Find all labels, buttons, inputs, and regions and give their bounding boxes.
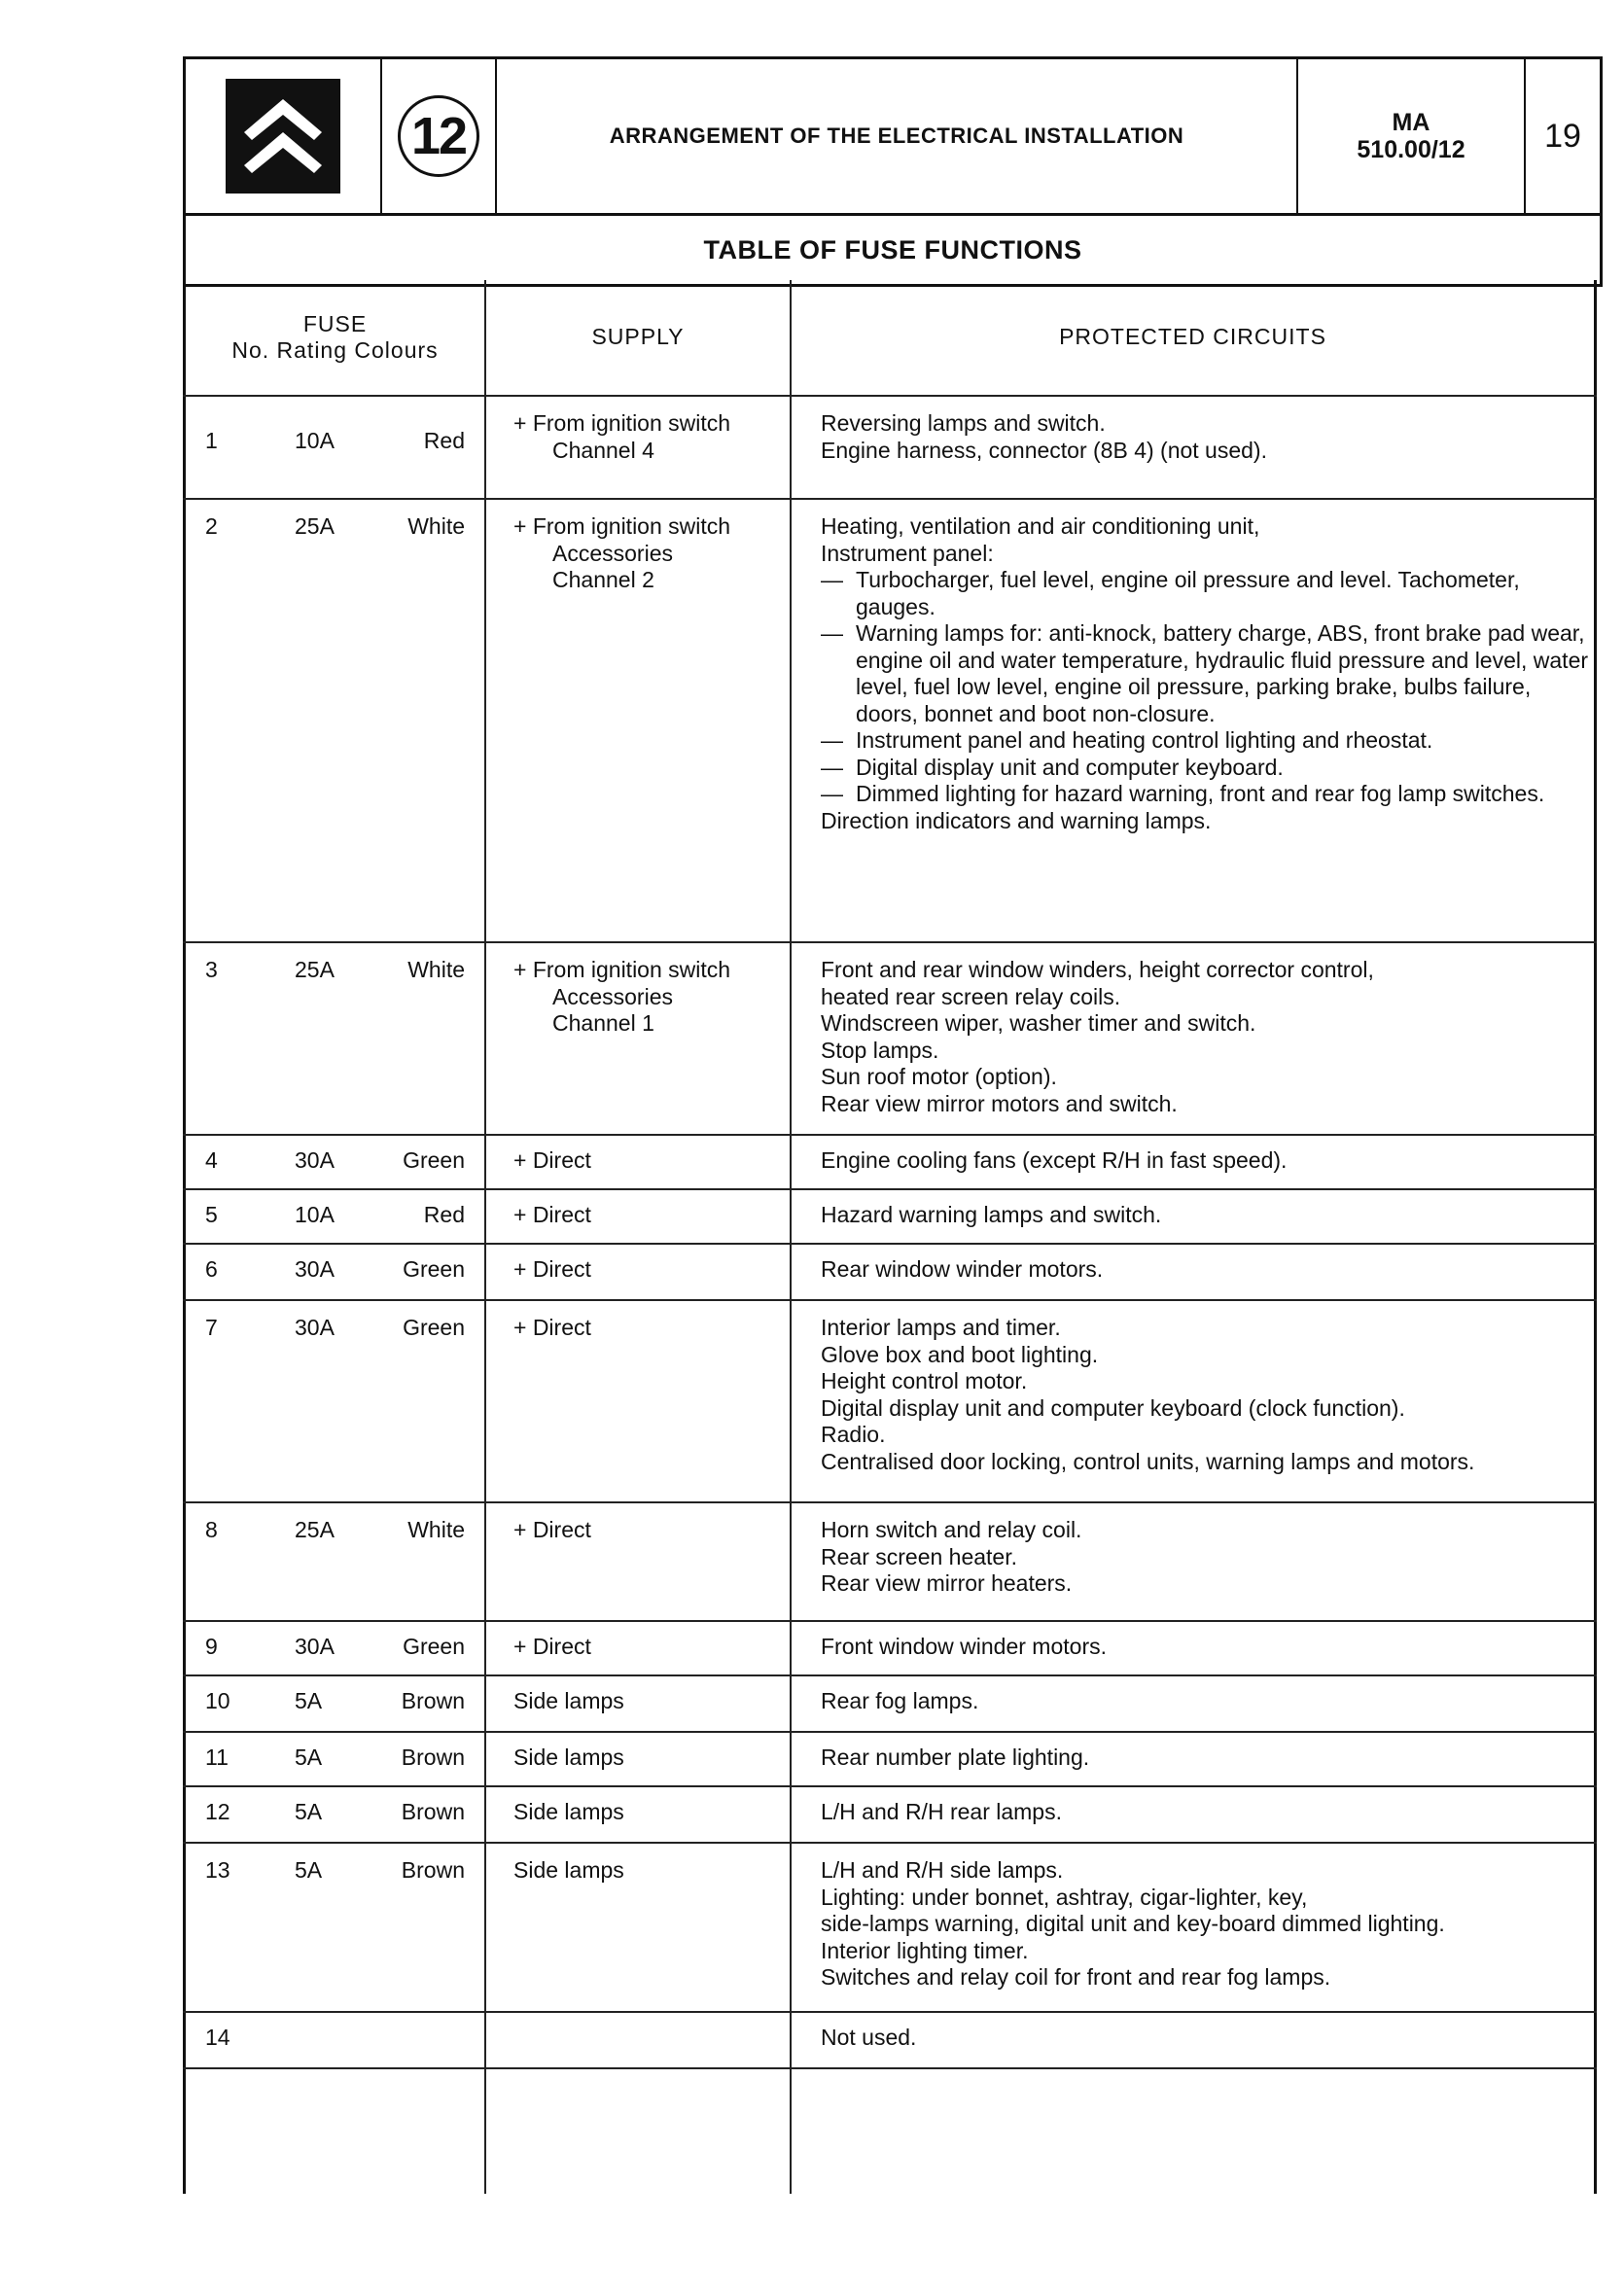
fuse-colour: Green — [403, 1147, 465, 1173]
circuit-sub-item: — Instrument panel and heating control lighting and rheostat. — [821, 727, 1594, 755]
supply-line: Side lamps — [513, 1799, 624, 1824]
protected-circuits-cell — [790, 500, 1597, 941]
protected-circuits-cell — [790, 1136, 1597, 1188]
circuit-item: Rear view mirror heaters. — [821, 1570, 1073, 1596]
circuit-item: Reversing lamps and switch. — [821, 410, 1106, 436]
supply-cell — [484, 1245, 790, 1299]
fuse-rating: 5A — [295, 1857, 323, 1883]
fuse-cell — [183, 1301, 484, 1501]
fuse-colour: White — [407, 1517, 465, 1542]
fuse-cell — [183, 1190, 484, 1243]
fuse-rating: 30A — [295, 1315, 335, 1340]
supply-cell — [484, 1136, 790, 1188]
circuit-item: Front window winder motors. — [821, 1634, 1107, 1659]
fuse-rating: 25A — [295, 513, 335, 539]
fuse-number: 4 — [205, 1147, 218, 1173]
protected-circuits-cell — [790, 1676, 1597, 1731]
citroen-logo — [226, 79, 340, 194]
table-row — [183, 1190, 1597, 1245]
circuit-item: Interior lamps and timer. — [821, 1315, 1061, 1340]
fuse-number: 7 — [205, 1315, 218, 1340]
supply-cell — [484, 2013, 790, 2067]
document-code — [1298, 59, 1526, 213]
fuse-number: 5 — [205, 1202, 218, 1227]
fuse-cell — [183, 1136, 484, 1188]
circuit-item: Not used. — [821, 2025, 917, 2050]
circuit-item: Interior lighting timer. — [821, 1937, 1029, 1963]
fuse-cell — [183, 1245, 484, 1299]
fuse-colour: Red — [423, 428, 465, 453]
table-title: TABLE OF FUSE FUNCTIONS — [186, 216, 1600, 287]
supply-line: + Direct — [513, 1634, 591, 1659]
table-row — [183, 1844, 1597, 2013]
fuse-header-line-1: FUSE — [302, 310, 368, 336]
table-row — [183, 943, 1597, 1136]
supply-line: Accessories — [552, 540, 673, 566]
supply-line: + From ignition switch — [513, 957, 731, 982]
supply-cell — [484, 943, 790, 1134]
table-row — [183, 1245, 1597, 1301]
protected-column-header: PROTECTED CIRCUITS — [790, 280, 1597, 395]
fuse-colour: Brown — [401, 1745, 465, 1770]
fuse-number: 9 — [205, 1634, 218, 1659]
fuse-cell — [183, 1787, 484, 1842]
fuse-cell — [183, 943, 484, 1134]
fuse-cell — [183, 1733, 484, 1785]
circuit-item: L/H and R/H rear lamps. — [821, 1799, 1062, 1824]
empty-cell — [183, 2069, 484, 2194]
table-row — [183, 1787, 1597, 1844]
circuit-item: Windscreen wiper, washer timer and switch. — [821, 1010, 1256, 1036]
fuse-cell — [183, 1622, 484, 1674]
fuse-cell — [183, 2013, 484, 2067]
fuse-column-header — [183, 280, 484, 395]
page-number: 19 — [1544, 117, 1581, 155]
fuse-colour: Green — [403, 1315, 465, 1340]
supply-cell — [484, 1190, 790, 1243]
supply-cell — [484, 1733, 790, 1785]
table-row — [183, 1136, 1597, 1190]
fuse-colour: Red — [423, 1202, 465, 1227]
circuit-item: Rear fog lamps. — [821, 1688, 979, 1713]
circuit-item: Hazard warning lamps and switch. — [821, 1202, 1162, 1227]
circuit-item: Engine harness, connector (8B 4) (not used). — [821, 437, 1267, 463]
circuit-item: Horn switch and relay coil. — [821, 1517, 1082, 1542]
circuit-item: Engine cooling fans (except R/H in fast speed). — [821, 1147, 1288, 1173]
fuse-colour: White — [407, 513, 465, 539]
fuse-cell — [183, 1676, 484, 1731]
supply-column-header: SUPPLY — [484, 280, 790, 395]
protected-circuits-cell — [790, 2013, 1597, 2067]
table-row — [183, 397, 1597, 500]
circuit-item: Radio. — [821, 1422, 886, 1447]
circuit-sub-item: — Turbocharger, fuel level, engine oil pressure and level. Tachometer, gauges. — [821, 567, 1594, 620]
code-line-2: 510.00/12 — [1357, 136, 1465, 163]
supply-cell — [484, 1844, 790, 2011]
supply-cell — [484, 1787, 790, 1842]
section-badge-cell — [382, 59, 497, 213]
circuit-item: Rear number plate lighting. — [821, 1745, 1090, 1770]
fuse-cell — [183, 1503, 484, 1620]
page-header — [186, 59, 1600, 216]
circuit-item: L/H and R/H side lamps. — [821, 1857, 1064, 1883]
fuse-rating: 30A — [295, 1256, 335, 1282]
fuse-rating: 10A — [295, 1202, 335, 1227]
protected-circuits-cell — [790, 1190, 1597, 1243]
fuse-colour: Brown — [401, 1688, 465, 1713]
protected-circuits-cell — [790, 1301, 1597, 1501]
fuse-number: 2 — [205, 513, 218, 539]
circuit-item: Direction indicators and warning lamps. — [821, 807, 1212, 833]
circuit-item: Instrument panel: — [821, 540, 994, 566]
supply-line: + Direct — [513, 1315, 591, 1340]
fuse-table — [183, 280, 1597, 2194]
circuit-item: Glove box and boot lighting. — [821, 1341, 1099, 1367]
fuse-rating: 25A — [295, 1517, 335, 1542]
supply-line: Side lamps — [513, 1745, 624, 1770]
code-line-1: MA — [1392, 109, 1430, 136]
fuse-rating: 10A — [295, 428, 335, 453]
logo-cell — [186, 59, 382, 213]
table-row — [183, 1301, 1597, 1503]
supply-line: Side lamps — [513, 1857, 624, 1883]
table-row — [183, 1503, 1597, 1622]
supply-line: Side lamps — [513, 1688, 624, 1713]
supply-line: Channel 1 — [552, 1010, 654, 1036]
fuse-colour: Green — [403, 1634, 465, 1659]
fuse-rating: 5A — [295, 1688, 323, 1713]
table-body — [183, 397, 1597, 2069]
circuit-item: Rear view mirror motors and switch. — [821, 1090, 1178, 1116]
fuse-header-line-2: No. Rating Colours — [231, 337, 439, 363]
empty-row — [183, 2069, 1597, 2194]
supply-cell — [484, 1676, 790, 1731]
supply-line: + From ignition switch — [513, 513, 731, 539]
circuit-item: Heating, ventilation and air conditioning unit, — [821, 513, 1260, 539]
fuse-rating: 5A — [295, 1745, 323, 1770]
fuse-rating: 25A — [295, 957, 335, 982]
section-badge: 12 — [398, 95, 479, 177]
circuit-item: Sun roof motor (option). — [821, 1064, 1057, 1089]
fuse-number: 12 — [205, 1799, 230, 1824]
protected-circuits-cell — [790, 1622, 1597, 1674]
protected-circuits-cell — [790, 1787, 1597, 1842]
circuit-item: heated rear screen relay coils. — [821, 983, 1121, 1009]
fuse-cell — [183, 1844, 484, 2011]
circuit-sub-item: — Dimmed lighting for hazard warning, front and rear fog lamp switches. — [821, 781, 1594, 808]
fuse-number: 10 — [205, 1688, 230, 1713]
circuit-item: Front and rear window winders, height corrector control, — [821, 957, 1374, 982]
protected-circuits-cell — [790, 943, 1597, 1134]
table-row — [183, 2013, 1597, 2069]
supply-line: Channel 4 — [552, 437, 654, 463]
fuse-rating: 30A — [295, 1634, 335, 1659]
fuse-number: 13 — [205, 1857, 230, 1883]
empty-cell — [484, 2069, 790, 2194]
circuit-item: Switches and relay coil for front and rear fog lamps. — [821, 1964, 1331, 1990]
supply-cell — [484, 397, 790, 498]
supply-cell — [484, 1301, 790, 1501]
circuit-sub-item: — Digital display unit and computer keyboard. — [821, 755, 1594, 782]
protected-circuits-cell — [790, 397, 1597, 498]
circuit-item: Rear window winder motors. — [821, 1256, 1104, 1282]
circuit-item: Rear screen heater. — [821, 1543, 1018, 1569]
fuse-number: 3 — [205, 957, 218, 982]
supply-line: + Direct — [513, 1517, 591, 1542]
supply-line: + From ignition switch — [513, 410, 731, 436]
fuse-cell — [183, 397, 484, 498]
protected-circuits-cell — [790, 1733, 1597, 1785]
protected-circuits-cell — [790, 1245, 1597, 1299]
circuit-sub-item: — Warning lamps for: anti-knock, battery charge, ABS, front brake pad wear, engine oil and water temperature, hydraulic fluid pressure and level, water level, fuel low level, engine oil pressure, parking brake, bulbs failure, doors, bonnet and boot non-closure. — [821, 620, 1594, 727]
fuse-colour: Green — [403, 1256, 465, 1282]
fuse-colour: Brown — [401, 1857, 465, 1883]
protected-circuits-cell — [790, 1503, 1597, 1620]
fuse-number: 11 — [205, 1745, 229, 1770]
supply-line: Accessories — [552, 983, 673, 1009]
header-frame — [183, 56, 1603, 287]
fuse-colour: Brown — [401, 1799, 465, 1824]
supply-line: + Direct — [513, 1256, 591, 1282]
fuse-number: 14 — [205, 2025, 230, 2050]
supply-line: + Direct — [513, 1147, 591, 1173]
circuit-item: Height control motor. — [821, 1368, 1028, 1393]
fuse-rating: 5A — [295, 1799, 323, 1824]
fuse-number: 8 — [205, 1517, 218, 1542]
protected-circuits-cell — [790, 1844, 1597, 2011]
circuit-item: Centralised door locking, control units, warning lamps and motors. — [821, 1448, 1475, 1474]
table-row — [183, 500, 1597, 943]
table-row — [183, 1676, 1597, 1733]
table-row — [183, 1622, 1597, 1676]
fuse-rating: 30A — [295, 1147, 335, 1173]
supply-cell — [484, 1622, 790, 1674]
empty-cell — [790, 2069, 1597, 2194]
circuit-item: Stop lamps. — [821, 1037, 939, 1063]
table-row — [183, 1733, 1597, 1787]
fuse-cell — [183, 500, 484, 941]
table-header-row — [183, 280, 1597, 397]
fuse-colour: White — [407, 957, 465, 982]
supply-cell — [484, 1503, 790, 1620]
circuit-item: Digital display unit and computer keyboard (clock function). — [821, 1394, 1405, 1421]
supply-line: Channel 2 — [552, 567, 654, 592]
document-title: ARRANGEMENT OF THE ELECTRICAL INSTALLATION — [497, 59, 1298, 213]
circuit-item: Lighting: under bonnet, ashtray, cigar-lighter, key, — [821, 1884, 1308, 1910]
circuit-item: side-lamps warning, digital unit and key-board dimmed lighting. — [821, 1911, 1445, 1936]
supply-cell — [484, 500, 790, 941]
supply-line: + Direct — [513, 1202, 591, 1227]
fuse-number: 1 — [205, 428, 218, 453]
fuse-number: 6 — [205, 1256, 218, 1282]
